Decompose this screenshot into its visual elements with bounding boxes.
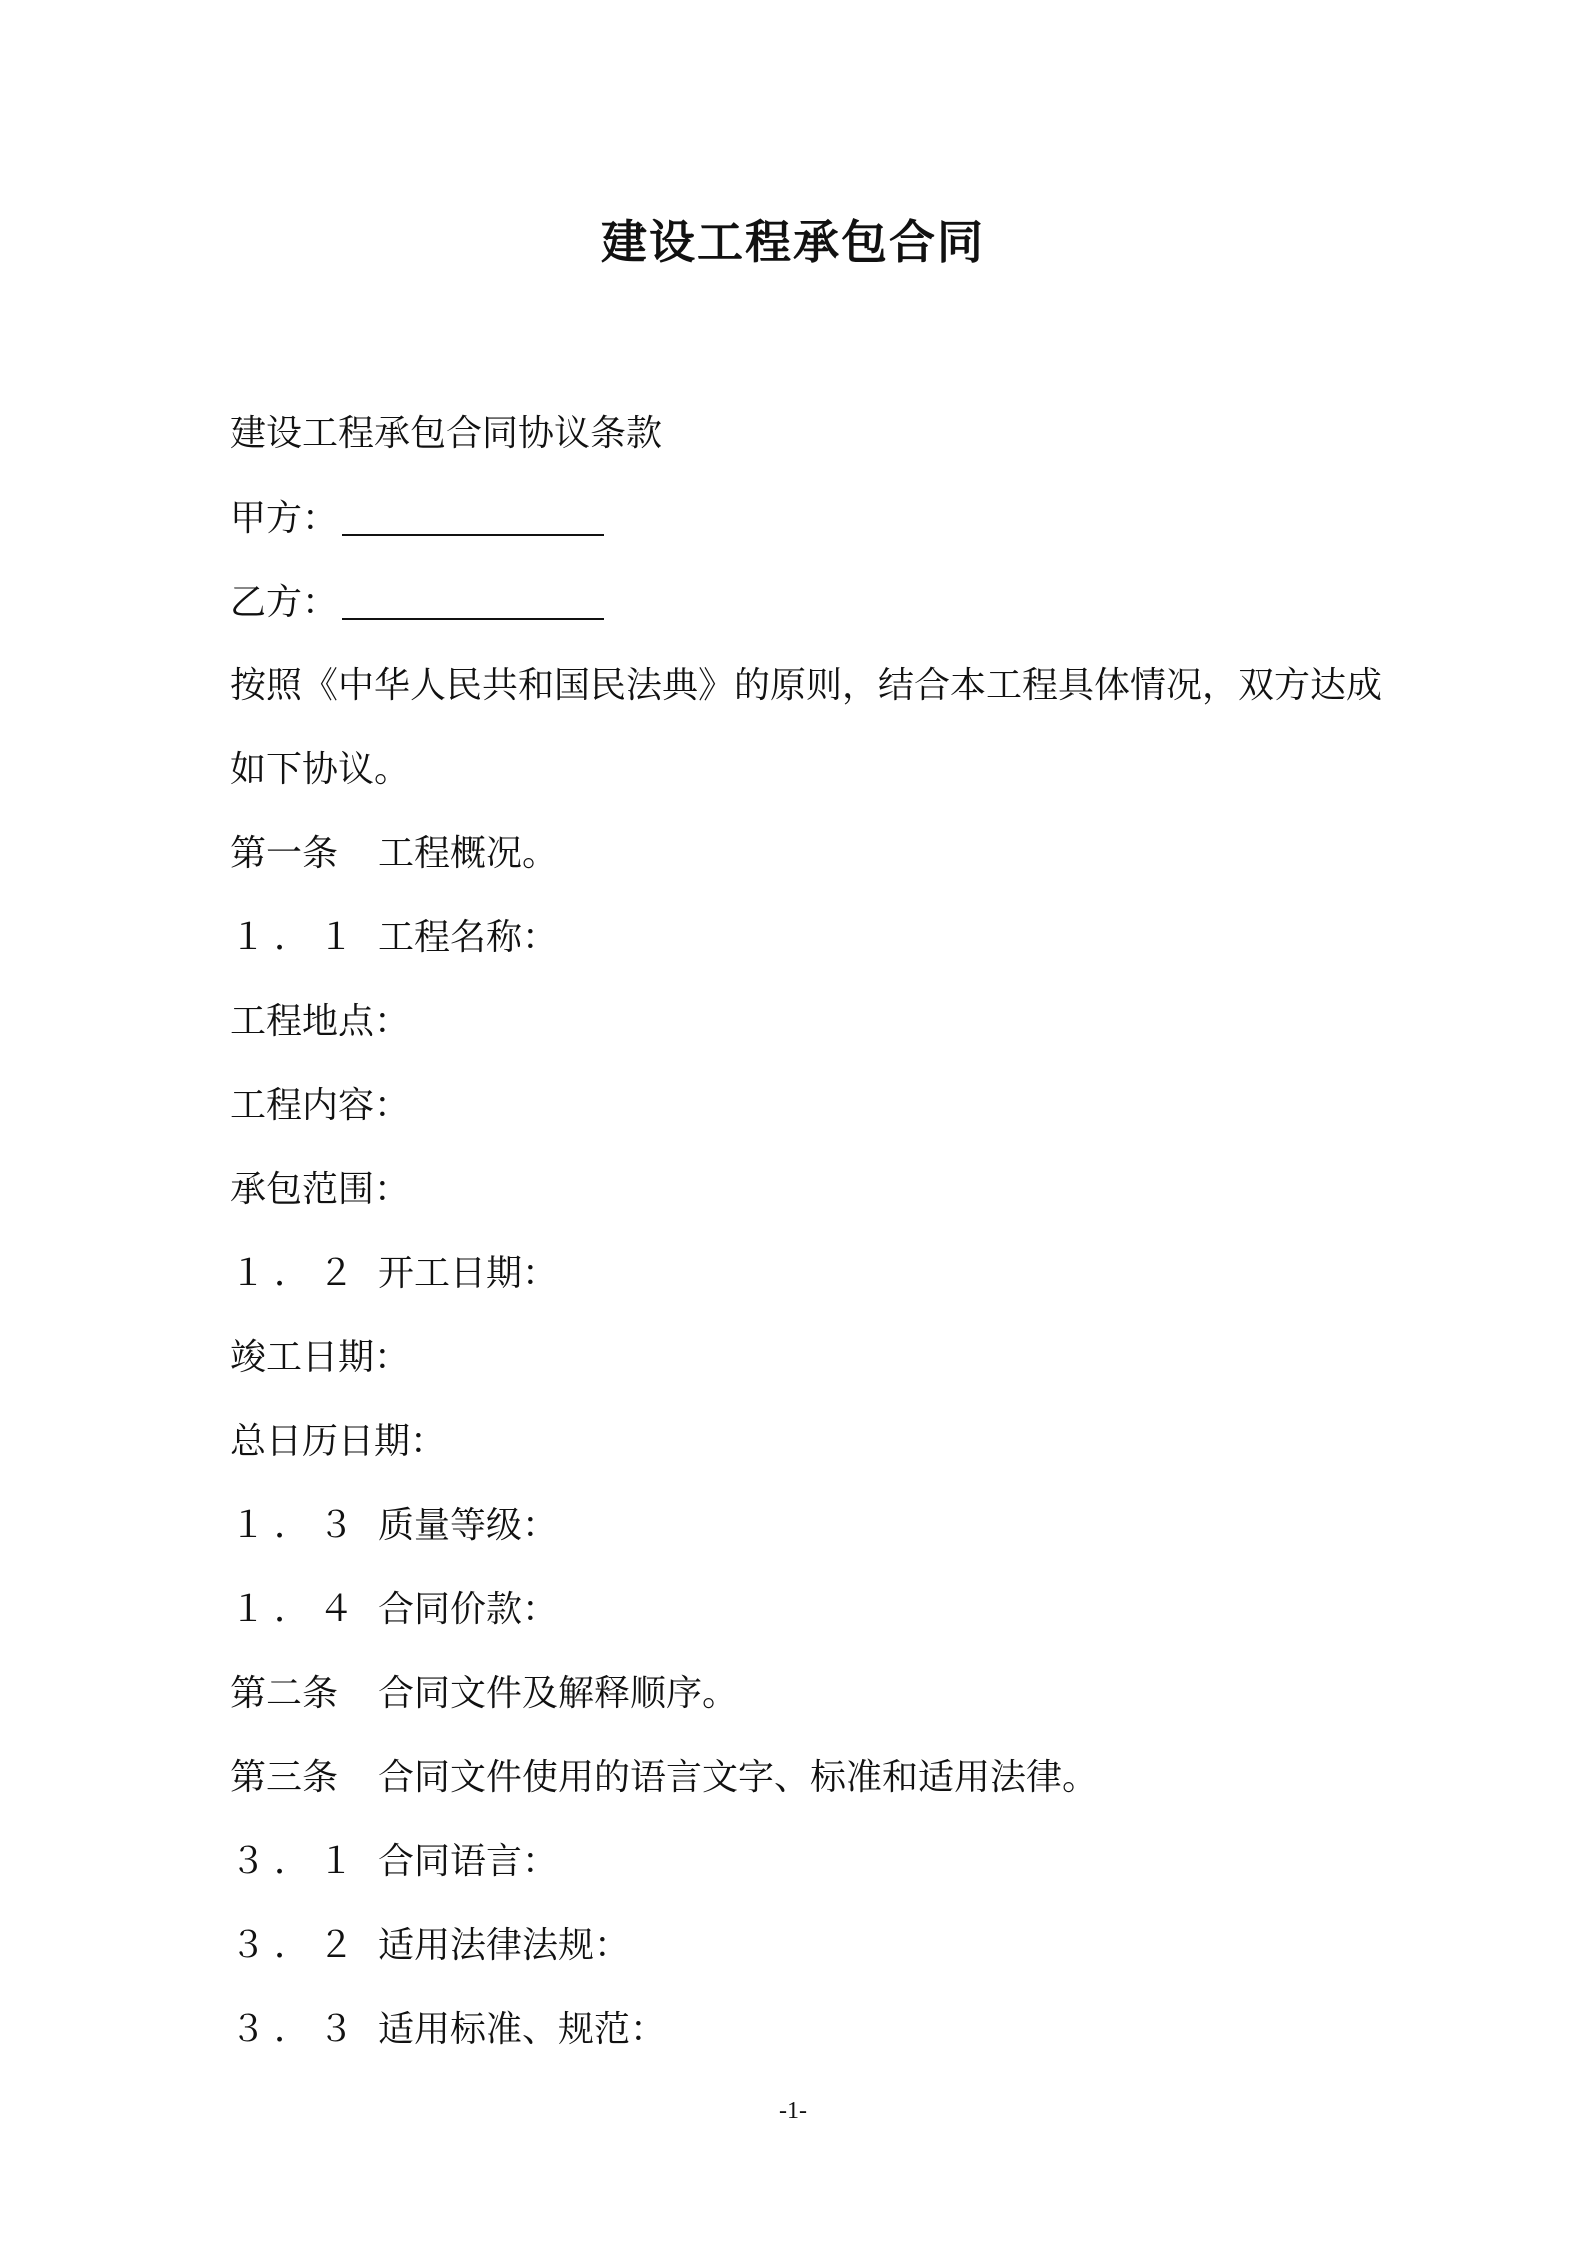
article-1-text: 工程概况。 — [378, 833, 559, 874]
party-a-blank — [342, 494, 604, 536]
item-3-2-text: 适用法律法规： — [378, 1925, 631, 1966]
article-3-text: 合同文件使用的语言文字、标准和适用法律。 — [378, 1757, 1099, 1798]
total-calendar-days: 总日历日期： — [230, 1421, 447, 1462]
item-1-4-text: 合同价款： — [378, 1589, 559, 1630]
project-content: 工程内容： — [230, 1085, 411, 1126]
item-3-1-number: ３．１ — [230, 1841, 363, 1882]
article-3 — [230, 1754, 1098, 1802]
party-b-label: 乙方： — [230, 582, 339, 623]
article-2 — [230, 1670, 738, 1718]
project-location: 工程地点： — [230, 1001, 411, 1042]
intro-line-1: 按照《中华人民共和国民法典》的原则，结合本工程具体情况，双方达成 — [230, 665, 1383, 706]
page-number: -1- — [779, 2098, 807, 2124]
item-3-3-number: ３．３ — [230, 2009, 363, 2050]
party-a-label: 甲方： — [230, 498, 339, 539]
item-1-3-text: 质量等级： — [378, 1505, 559, 1546]
item-1-2 — [230, 1250, 558, 1298]
item-1-2-text: 开工日期： — [378, 1253, 559, 1294]
item-3-2-number: ３．２ — [230, 1925, 363, 1966]
party-b-line — [230, 578, 604, 627]
item-1-4-number: １．４ — [230, 1589, 363, 1630]
item-1-1-text: 工程名称： — [378, 917, 559, 958]
item-1-1 — [230, 914, 558, 962]
item-3-1-text: 合同语言： — [378, 1841, 559, 1882]
item-1-2-number: １．２ — [230, 1253, 363, 1294]
item-3-2 — [230, 1922, 630, 1970]
item-1-3 — [230, 1502, 558, 1550]
completion-date: 竣工日期： — [230, 1337, 411, 1378]
item-3-3 — [230, 2006, 666, 2054]
article-3-number: 第三条 — [230, 1757, 339, 1798]
item-1-1-number: １．１ — [230, 917, 363, 958]
item-1-4 — [230, 1586, 558, 1634]
party-a-line — [230, 494, 604, 543]
contract-subtitle: 建设工程承包合同协议条款 — [230, 413, 663, 454]
item-3-1 — [230, 1838, 558, 1886]
article-1 — [230, 830, 558, 878]
article-1-number: 第一条 — [230, 833, 339, 874]
intro-line-2: 如下协议。 — [230, 749, 411, 790]
article-2-text: 合同文件及解释顺序。 — [378, 1673, 739, 1714]
article-2-number: 第二条 — [230, 1673, 339, 1714]
party-b-blank — [342, 578, 604, 620]
document-title: 建设工程承包合同 — [601, 215, 985, 269]
item-3-3-text: 适用标准、规范： — [378, 2009, 667, 2050]
contract-scope: 承包范围： — [230, 1169, 411, 1210]
item-1-3-number: １．３ — [230, 1505, 363, 1546]
